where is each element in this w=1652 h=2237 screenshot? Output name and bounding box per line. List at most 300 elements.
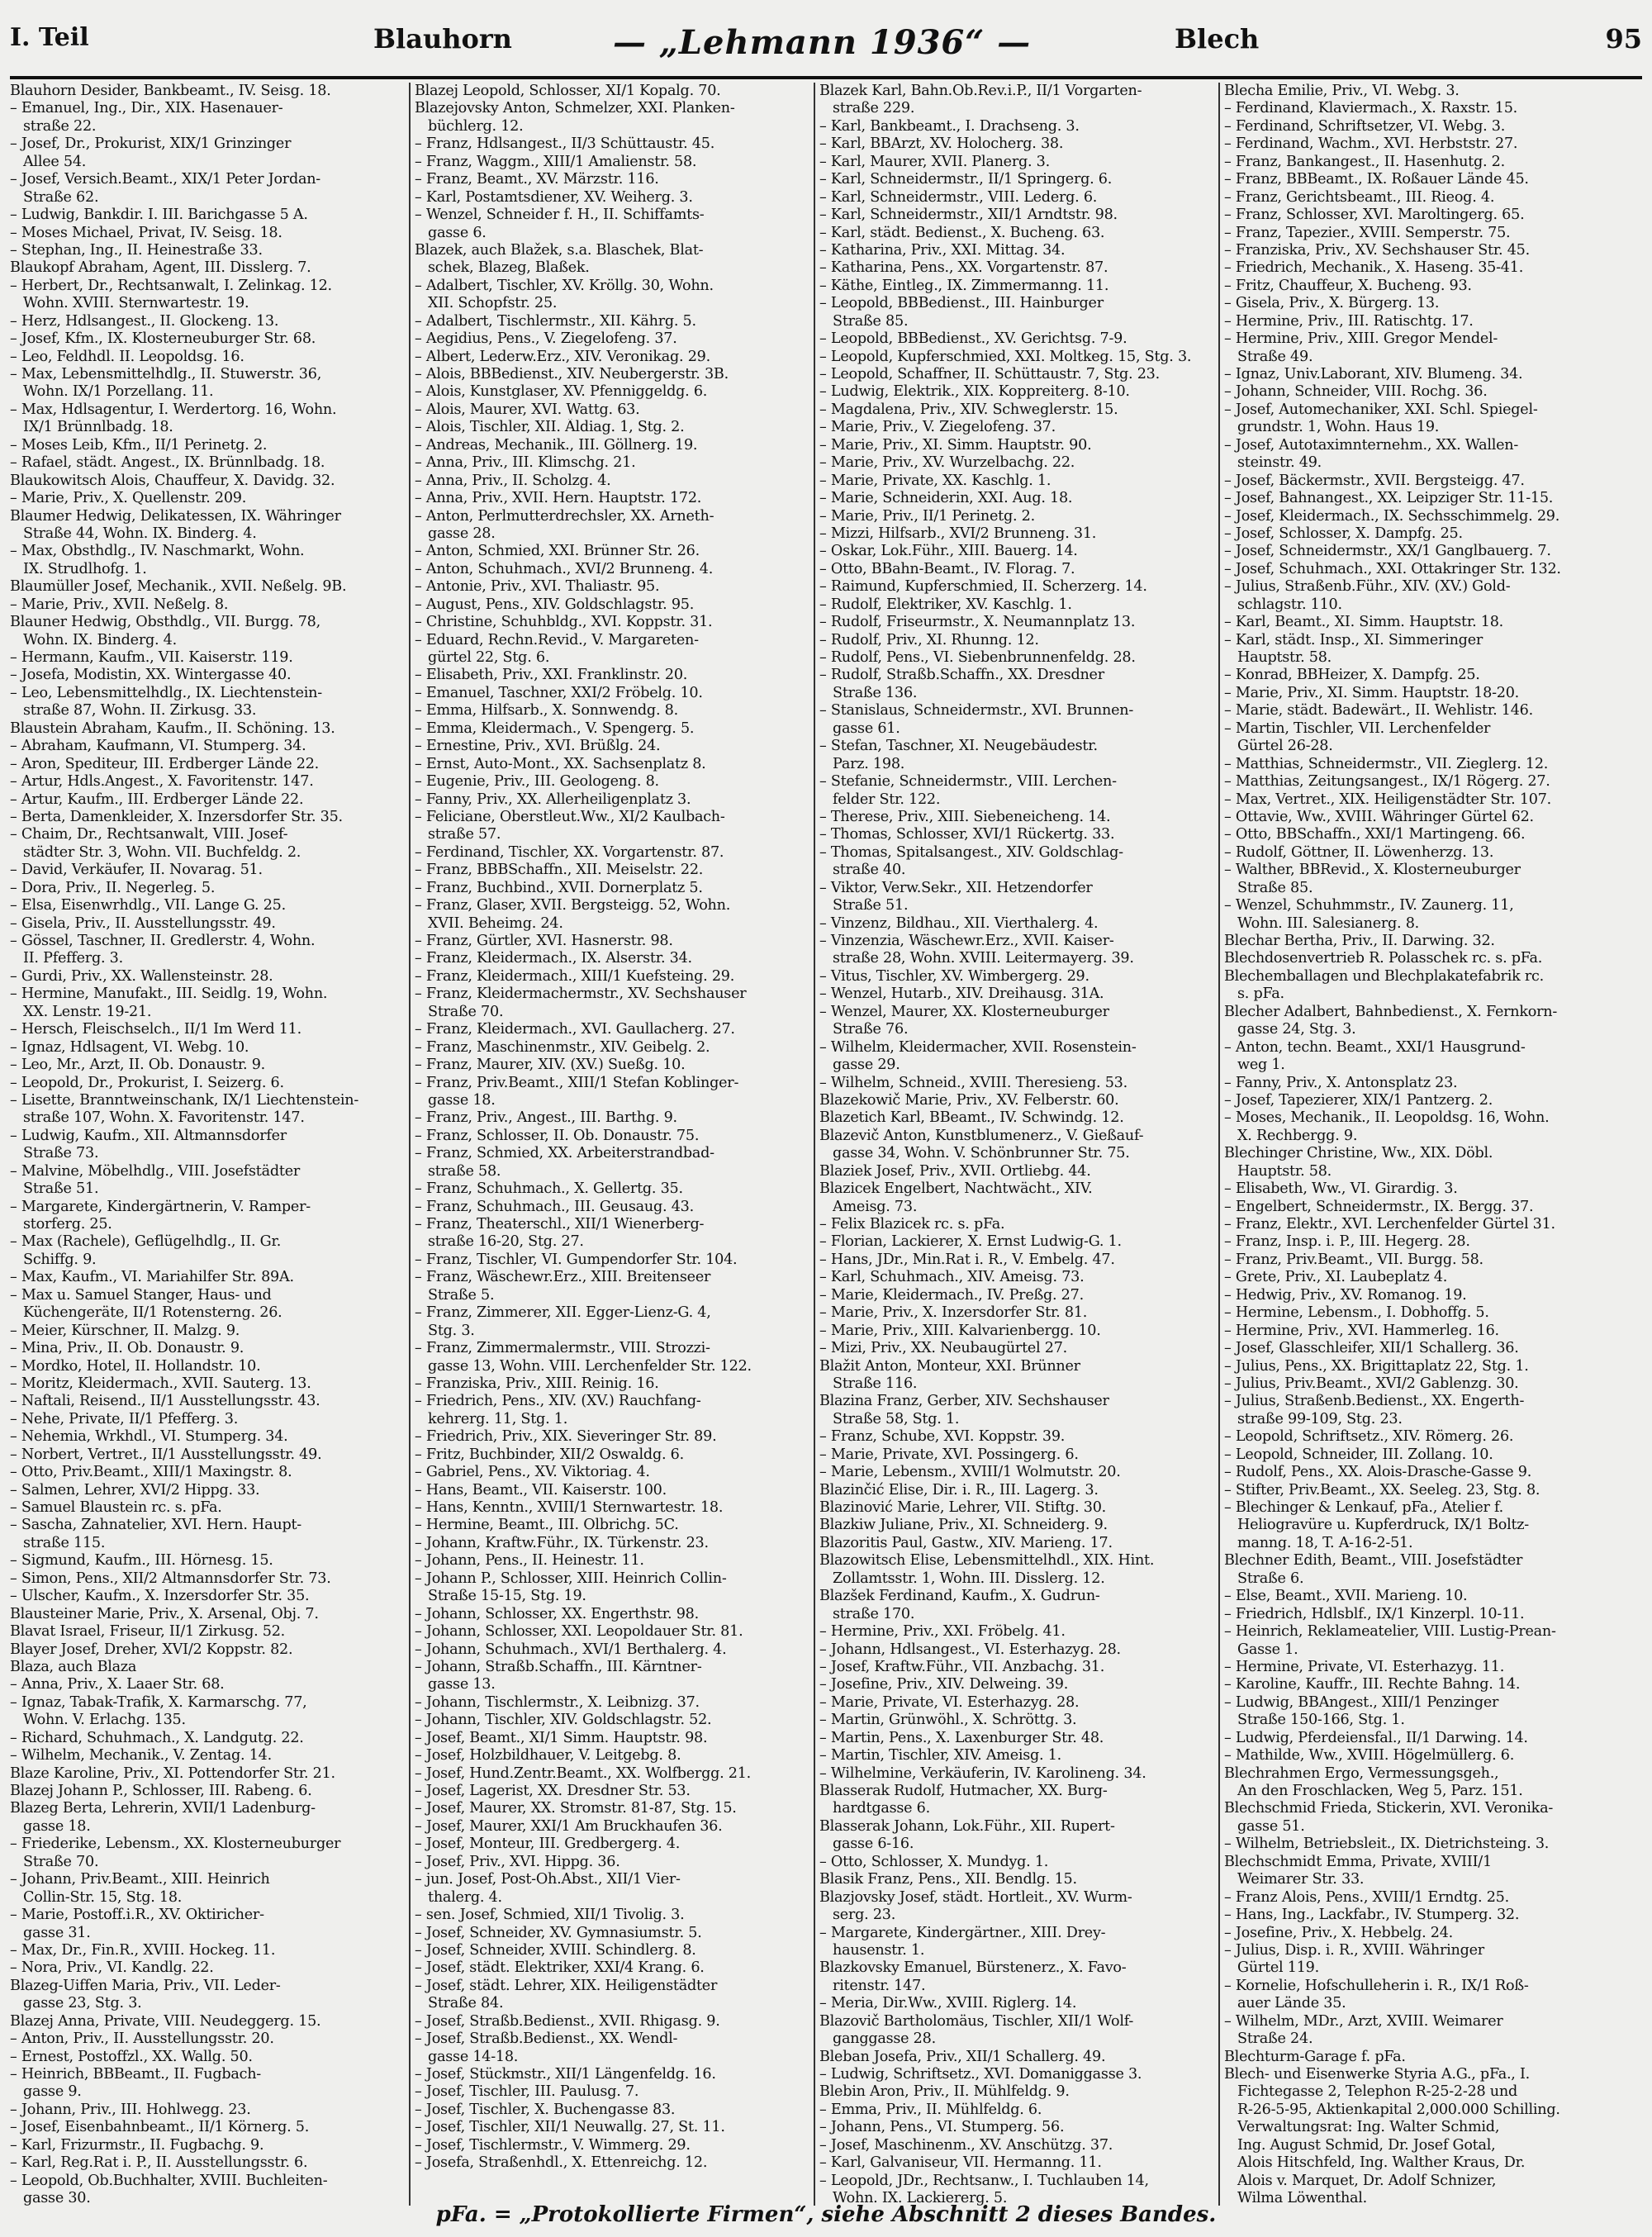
directory-line: – Friederike, Lebensm., XX. Klosterneuburger [10,1836,341,1853]
directory-line: – Hermine, Priv., III. Ratischtg. 17. [1224,312,1474,330]
directory-line: Blazejovsky Anton, Schmelzer, XXI. Planken- [415,100,735,117]
directory-line: Blazeg-Uiffen Maria, Priv., VII. Leder- [10,1977,281,1994]
directory-line: – Emanuel, Taschner, XXI/2 Fröbelg. 10. [415,684,703,701]
directory-line: – Josef, Dr., Prokurist, XIX/1 Grinzinger [10,135,292,153]
directory-line: gasse 6. [415,224,487,241]
directory-line: – Josef, Schneidermstr., XX/1 Ganglbauerg. 7. [1224,543,1551,560]
directory-line: Blausteiner Marie, Priv., X. Arsenal, Obj. 7. [10,1605,319,1622]
directory-line: – Johann, Priv.Beamt., XIII. Heinrich [10,1871,270,1888]
directory-line: – Max u. Samuel Stanger, Haus- und [10,1286,272,1304]
directory-line: – Alois, Maurer, XVI. Wattg. 63. [415,401,640,418]
directory-line: – Franziska, Priv., XV. Sechshauser Str. 45. [1224,241,1530,259]
directory-line: – Rudolf, Friseurmstr., X. Neumannplatz 13. [819,614,1136,631]
directory-line: Blauner Hedwig, Obsthdlg., VII. Burgg. 78, [10,614,320,631]
directory-line: – Walther, BBRevid., X. Klosterneuburger [1224,862,1521,879]
directory-line: straße 99-109, Stg. 23. [1224,1410,1403,1427]
directory-line: – sen. Josef, Schmied, XII/1 Tivolig. 3. [415,1907,685,1924]
directory-line: – Anna, Priv., II. Scholzg. 4. [415,472,611,489]
directory-line: – Stefanie, Schneidermstr., VIII. Lerchen- [819,773,1117,791]
directory-line: – Feliciane, Oberstleut.Ww., XI/2 Kaulbach- [415,808,725,825]
directory-line: steinstr. 49. [1224,454,1322,472]
directory-line: – Josef, Tapezierer, XIX/1 Pantzerg. 2. [1224,1091,1493,1109]
directory-line: IX. Strudlhofg. 1. [10,560,147,577]
directory-line: – Wilhelm, Schneid., XVIII. Theresieng. 53. [819,1074,1127,1091]
directory-line: Straße 136. [819,684,918,701]
directory-line: – Gabriel, Pens., XV. Viktoriag. 4. [415,1464,650,1481]
directory-line: – Ulscher, Kaufm., X. Inzersdorfer Str. 35. [10,1588,310,1605]
directory-line: Blechar Bertha, Priv., II. Darwing. 32. [1224,933,1495,949]
directory-line: – Marie, Private, XX. Kaschlg. 1. [819,472,1051,489]
directory-line: – Artur, Hdls.Angest., X. Favoritenstr. 147. [10,773,314,791]
directory-line: – Mordko, Hotel, II. Hollandstr. 10. [10,1357,261,1375]
directory-line: – Fritz, Chauffeur, X. Bucheng. 93. [1224,277,1472,294]
directory-line: – David, Verkäufer, II. Novarag. 51. [10,862,263,879]
directory-line: – Max, Hdlsagentur, I. Werdertorg. 16, Wohn. [10,401,337,418]
directory-line: Straße 62. [10,188,99,206]
directory-line: – Max, Kaufm., VI. Mariahilfer Str. 89A. [10,1269,294,1286]
directory-line: – Josef, Straßb.Bedienst., XVII. Rhigasg. 9. [415,2012,720,2030]
directory-line: – Johann, Priv., III. Hohlwegg. 23. [10,2101,251,2118]
directory-line: – Vinzenzia, Wäschewr.Erz., XVII. Kaiser- [819,933,1114,949]
directory-line: – Otto, BBahn-Beamt., IV. Florag. 7. [819,560,1075,577]
directory-line: Straße 49. [1224,348,1313,365]
directory-line: – Anton, Schmied, XXI. Brünner Str. 26. [415,543,700,560]
directory-line: – Hermine, Priv., XVI. Hammerleg. 16. [1224,1322,1499,1339]
directory-line: – Franz, BBBeamt., IX. Roßauer Lände 45. [1224,171,1529,188]
directory-line: Blasserak Johann, Lok.Führ., XII. Rupert- [819,1817,1115,1835]
directory-line: – Hermine, Manufakt., III. Seidlg. 19, Wohn. [10,986,328,1003]
directory-line: – Franz, Hdlsangest., II/3 Schüttaustr. 45. [415,135,715,153]
directory-line: – Franz, Schuhmach., III. Geusaug. 43. [415,1198,694,1215]
directory-line: – Leo, Mr., Arzt, II. Ob. Donaustr. 9. [10,1057,266,1074]
running-head-first-entry: Blauhorn [373,23,512,55]
directory-line: gasse 14-18. [415,2048,519,2065]
directory-line: – Josef, Versich.Beamt., XIX/1 Peter Jordan- [10,171,320,188]
directory-line: – Moses Leib, Kfm., II/1 Perinetg. 2. [10,436,268,454]
directory-line: XVII. Beheimg. 24. [415,914,563,932]
publication-title: — „Lehmann 1936“ — [613,23,1032,62]
directory-line: Blazevič Anton, Kunstblumenerz., V. Gießauf- [819,1127,1144,1144]
directory-line: – Anna, Priv., III. Klimschg. 21. [415,454,636,472]
directory-line: – Viktor, Verw.Sekr., XII. Hetzendorfer [819,879,1093,896]
directory-line: – Johann, Schuhmach., XVI/1 Berthalerg. 4. [415,1641,727,1658]
directory-line: Verwaltungsrat: Ing. Walter Schmid, [1224,2119,1500,2136]
directory-line: – Franz, Beamt., XV. Märzstr. 116. [415,171,659,188]
directory-line: – Moses Michael, Privat, IV. Seisg. 18. [10,224,282,241]
directory-line: – Mathilde, Ww., XVIII. Högelmüllerg. 6. [1224,1747,1515,1764]
directory-line: – Lisette, Branntweinschank, IX/1 Liechtenstein- [10,1091,359,1109]
directory-line: Wohn. V. Erlachg. 135. [10,1712,186,1729]
directory-line: weg 1. [1224,1057,1285,1074]
directory-line: – Karl, BBArzt, XV. Holocherg. 38. [819,135,1064,153]
directory-line: – Anton, Perlmutterdrechsler, XX. Arneth- [415,507,714,525]
directory-line: – Rafael, städt. Angest., IX. Brünnlbadg. 18. [10,454,325,472]
directory-line: – Fanny, Priv., XX. Allerheiligenplatz 3. [415,791,691,808]
directory-line: straße 107, Wohn. X. Favoritenstr. 147. [10,1109,305,1127]
directory-line: Blazeg Berta, Lehrerin, XVII/1 Ladenburg- [10,1800,316,1817]
directory-line: – Friedrich, Pens., XIV. (XV.) Rauchfang- [415,1393,701,1410]
directory-line: Blaza, auch Blaza [10,1658,137,1675]
directory-line: – Karl, Reg.Rat i. P., II. Ausstellungsstr. 6. [10,2154,308,2172]
directory-line: – Karl, Schneidermstr., XII/1 Arndtstr. 98. [819,207,1118,224]
directory-line: – Meier, Kürschner, II. Malzg. 9. [10,1322,240,1339]
directory-line: – Josef, Bäckermstr., XVII. Bergsteigg. 47. [1224,472,1525,489]
directory-line: – Artur, Kaufm., III. Erdberger Lände 22. [10,791,304,808]
directory-line: – Josef, Schlosser, X. Dampfg. 25. [1224,525,1463,542]
directory-line: – Gurdi, Priv., XX. Wallensteinstr. 28. [10,967,273,985]
directory-line: – Katharina, Pens., XX. Vorgartenstr. 87. [819,259,1108,277]
directory-line: – Anna, Priv., XVII. Hern. Hauptstr. 172. [415,490,702,507]
directory-line: – Franz, Insp. i. P., III. Hegerg. 28. [1224,1233,1470,1251]
directory-line: – Josef, Tischler, XII/1 Neuwallg. 27, St. 11. [415,2119,725,2136]
directory-line: – Karl, Galvaniseur, VII. Hermanng. 11. [819,2154,1102,2172]
directory-line: straße 87, Wohn. II. Zirkusg. 33. [10,702,257,720]
directory-line: – Karl, Frizurmstr., II. Fugbachg. 9. [10,2136,264,2154]
directory-line: – Josef, Holzbildhauer, V. Leitgebg. 8. [415,1747,681,1764]
directory-line: – Emma, Hilfsarb., X. Sonnwendg. 8. [415,702,678,720]
directory-line: – Vinzenz, Bildhau., XII. Vierthalerg. 4. [819,914,1099,932]
directory-line: – Josef, Schneider, XVIII. Schindlerg. 8. [415,1941,696,1959]
directory-line: – Josef, Kleidermach., IX. Sechsschimmelg. 29. [1224,507,1560,525]
directory-line: Straße 51. [819,897,909,914]
directory-line: – Franz, Wäschewr.Erz., XIII. Breitenseer [415,1269,711,1286]
directory-line: – Fritz, Buchbinder, XII/2 Oswaldg. 6. [415,1446,684,1463]
directory-line: – Adalbert, Tischlermstr., XII. Kährg. 5. [415,312,696,330]
directory-line: Weimarer Str. 33. [1224,1871,1365,1888]
directory-line: Schiffg. 9. [10,1251,97,1268]
directory-line: – Andreas, Mechanik., III. Göllnerg. 19. [415,436,698,454]
directory-line: – Nora, Priv., VI. Kandlg. 22. [10,1959,214,1977]
directory-line: II. Pfefferg. 3. [10,950,123,967]
directory-line: straße 170. [819,1605,915,1622]
directory-line: – Martin, Grünwöhl., X. Schröttg. 3. [819,1712,1077,1729]
directory-line: Blazina Franz, Gerber, XIV. Sechshauser [819,1393,1109,1410]
directory-line: – Blechinger & Lenkauf, pFa., Atelier f. [1224,1499,1503,1516]
directory-line: – Marie, Priv., X. Inzersdorfer Str. 81. [819,1304,1088,1322]
directory-line: – Elisabeth, Priv., XXI. Franklinstr. 20. [415,667,688,684]
directory-line: – Josef, Maschinenm., XV. Anschützg. 37. [819,2136,1113,2154]
directory-line: – Ernestine, Priv., XVI. Brüßlg. 24. [415,738,661,755]
directory-line: – Thomas, Schlosser, XVI/1 Rückertg. 33. [819,826,1115,843]
directory-line: – Ignaz, Tabak-Trafik, X. Karmarschg. 77, [10,1693,307,1711]
directory-line: – Else, Beamt., XVII. Marieng. 10. [1224,1588,1468,1605]
directory-line: – Johann, Schlosser, XX. Engerthstr. 98. [415,1605,699,1622]
directory-line: – Karl, Beamt., XI. Simm. Hauptstr. 18. [1224,614,1503,631]
directory-line: Blazej Johann P., Schlosser, III. Rabeng. 6. [10,1783,312,1799]
directory-line: – Franz, Waggm., XIII/1 Amalienstr. 58. [415,153,697,170]
directory-line: ritenstr. 147. [819,1977,926,1994]
directory-line: – Hans, JDr., Min.Rat i. R., V. Embelg. 47. [819,1251,1115,1268]
directory-line: – Franz, Priv.Beamt., VII. Burgg. 58. [1224,1251,1483,1268]
directory-line: – Herz, Hdlsangest., II. Glockeng. 13. [10,312,279,330]
directory-line: – Salmen, Lehrer, XVI/2 Hippg. 33. [10,1481,260,1498]
directory-line: – Hermine, Priv., XXI. Fröbelg. 41. [819,1623,1066,1641]
directory-line: – Emma, Kleidermach., V. Spengerg. 5. [415,720,695,737]
column-3 [819,83,1213,2206]
directory-line: – Adalbert, Tischler, XV. Kröllg. 30, Wohn. [415,277,714,294]
directory-line: – Josef, Eisenbahnbeamt., II/1 Körnerg. 5. [10,2119,310,2136]
directory-line: straße 40. [819,862,906,879]
directory-line: – Ernest, Postoffzl., XX. Wallg. 50. [10,2048,253,2065]
directory-line: – Hersch, Fleischselch., II/1 Im Werd 11. [10,1021,301,1038]
directory-line: – Ignaz, Hdlsagent, VI. Webg. 10. [10,1038,249,1056]
directory-line: – Antonie, Priv., XVI. Thaliastr. 95. [415,578,660,596]
directory-line: auer Lände 35. [1224,1995,1346,2012]
directory-line: – Wilhelmine, Verkäuferin, IV. Karolineng. 34. [819,1764,1146,1782]
directory-line: – Rudolf, Pens., XX. Alois-Drasche-Gasse 9. [1224,1464,1532,1481]
directory-line: – Franz, Bankangest., II. Hasenhutg. 2. [1224,153,1505,170]
directory-line: – Leopold, Kupferschmied, XXI. Moltkeg. 15, Stg. 3. [819,348,1192,365]
running-head-last-entry: Blech [1175,23,1260,55]
directory-line: – Marie, Priv., XIII. Kalvarienbergg. 10. [819,1322,1101,1339]
directory-line: Straße 44, Wohn. IX. Binderg. 4. [10,525,257,542]
directory-line: s. pFa. [1224,986,1284,1003]
directory-line: – Josef, städt. Lehrer, XIX. Heiligenstädter [415,1977,718,1994]
directory-line: Straße 76. [819,1021,909,1038]
directory-line: – Marie, Private, VI. Esterhazyg. 28. [819,1693,1080,1711]
directory-line: – Josef, Kfm., IX. Klosterneuburger Str. 68. [10,330,316,348]
directory-line: Blechschmid Frieda, Stickerin, XVI. Veronika- [1224,1800,1554,1817]
directory-line: – Franz, BBBSchaffn., XII. Meiselstr. 22. [415,862,704,879]
directory-line: manng. 18, T. A-16-2-51. [1224,1534,1413,1551]
directory-line: Straße 15-15, Stg. 19. [415,1588,586,1605]
directory-line: – Leopold, Schaffner, II. Schüttaustr. 7, Stg. 23. [819,366,1160,382]
directory-line: – Josefine, Priv., XIV. Delweing. 39. [819,1676,1069,1693]
directory-line: – Franz, Theaterschl., XII/1 Wienerberg- [415,1216,705,1232]
directory-line: – Anna, Priv., X. Laaer Str. 68. [10,1676,225,1693]
directory-line: – Johann, Pens., II. Heinestr. 11. [415,1552,644,1570]
directory-line: – Chaim, Dr., Rechtsanwalt, VIII. Josef- [10,826,288,843]
directory-line: – Margarete, Kindergärtner., XIII. Drey- [819,1924,1106,1941]
directory-line: – Franz, Zimmermalermstr., VIII. Strozzi- [415,1340,710,1357]
directory-line: Blazkovsky Emanuel, Bürstenerz., X. Favo- [819,1959,1127,1977]
directory-line: gasse 9. [10,2083,82,2101]
directory-line: – Josef, Hund.Zentr.Beamt., XX. Wolfbergg. 21. [415,1764,752,1782]
directory-line: Küchengeräte, II/1 Rotensterng. 26. [10,1304,282,1322]
directory-line: – Josef, Monteur, III. Gredbergerg. 4. [415,1836,681,1853]
directory-line: – Leopold, Dr., Prokurist, I. Seizerg. 6. [10,1074,284,1091]
directory-line: – Johann, Schneider, VIII. Rochg. 36. [1224,383,1488,401]
directory-line: – Johann, Pens., VI. Stumperg. 56. [819,2119,1065,2136]
directory-line: Gasse 1. [1224,1641,1298,1658]
directory-line: – Josef, Bahnangest., XX. Leipziger Str. 11-15. [1224,490,1554,507]
directory-line: hausenstr. 1. [819,1941,925,1959]
directory-line: Wilma Löwenthal. [1224,2190,1368,2206]
directory-line: Blazoritis Paul, Gastw., XIV. Marieng. 17. [819,1534,1113,1551]
directory-line: – Anton, Priv., II. Ausstellungsstr. 20. [10,2030,274,2048]
directory-line: gasse 13, Wohn. VIII. Lerchenfelder Str. 122. [415,1357,752,1375]
directory-line: – Karl, Schuhmach., XIV. Ameisg. 73. [819,1269,1085,1286]
directory-line: – Johann, Hdlsangest., VI. Esterhazyg. 28. [819,1641,1121,1658]
directory-line: – Otto, Schlosser, X. Mundyg. 1. [819,1853,1049,1870]
directory-line: – Gisela, Priv., II. Ausstellungsstr. 49. [10,914,276,932]
directory-line: Heliogravüre u. Kupferdruck, IX/1 Boltz- [1224,1517,1530,1534]
directory-line: Blazovič Bartholomäus, Tischler, XII/1 Wolf- [819,2012,1134,2030]
directory-line: Straße 84. [415,1995,504,2012]
directory-line: – Johann, Straßb.Schaffn., III. Kärntner- [415,1658,702,1675]
directory-line: Straße 70. [10,1853,99,1870]
directory-line: Blaziek Josef, Priv., XVII. Ortliebg. 44. [819,1162,1091,1180]
directory-line: – Franz, Kleidermach., XVI. Gaullacherg. 27. [415,1021,735,1038]
directory-line: – Therese, Priv., XIII. Siebeneicheng. 14. [819,808,1111,825]
directory-line: Straße 70. [415,1003,504,1020]
directory-line: Blecha Emilie, Priv., VI. Webg. 3. [1224,83,1460,99]
directory-line: Blecher Adalbert, Bahnbedienst., X. Fernkorn- [1224,1003,1558,1020]
directory-line: – Martin, Tischler, XIV. Ameisg. 1. [819,1747,1062,1764]
directory-line: Parz. 198. [819,755,905,772]
directory-line: – Hermine, Private, VI. Esterhazyg. 11. [1224,1658,1505,1675]
directory-line: – Ludwig, Kaufm., XII. Altmannsdorfer [10,1127,287,1144]
directory-line: Blasik Franz, Pens., XII. Bendlg. 15. [819,1871,1077,1888]
directory-line: – Wilhelm, Betriebsleit., IX. Dietrichsteing. 3. [1224,1836,1550,1853]
directory-line: – Franz Alois, Pens., XVIII/1 Erndtg. 25. [1224,1888,1509,1906]
column-divider [814,83,815,2206]
directory-line: – Josef, Priv., XVI. Hippg. 36. [415,1853,620,1870]
directory-line: – Ludwig, Pferdeiensfal., II/1 Darwing. 14. [1224,1729,1528,1746]
directory-line: gasse 6-16. [819,1836,914,1853]
directory-line: büchlerg. 12. [415,117,524,135]
directory-line: – Christine, Schuhbldg., XVI. Koppstr. 31. [415,614,713,631]
directory-line: straße 16-20, Stg. 27. [415,1233,584,1251]
directory-line: – Fanny, Priv., X. Antonsplatz 23. [1224,1074,1458,1091]
directory-line: – Mina, Priv., II. Ob. Donaustr. 9. [10,1340,244,1357]
directory-line: Blazetich Karl, BBeamt., IV. Schwindg. 12. [819,1109,1124,1127]
directory-line: Blazinović Marie, Lehrer, VII. Stiftg. 30. [819,1499,1106,1516]
directory-line: – Max, Dr., Fin.R., XVIII. Hockeg. 11. [10,1941,276,1959]
directory-line: – Ignaz, Univ.Laborant, XIV. Blumeng. 34. [1224,366,1523,382]
directory-line: – Marie, Private, XVI. Possingerg. 6. [819,1446,1079,1463]
directory-line: – Nehe, Private, II/1 Pfefferg. 3. [10,1410,239,1427]
directory-line: grundstr. 1, Wohn. Haus 19. [1224,419,1440,436]
directory-line: – Josef, Automechaniker, XXI. Schl. Spiegel- [1224,401,1538,418]
column-divider [1218,83,1220,2206]
directory-line: – Marie, Postoff.i.R., XV. Oktiricher- [10,1907,264,1924]
directory-line: Ing. August Schmid, Dr. Josef Gotal, [1224,2136,1496,2154]
directory-line: XII. Schopfstr. 25. [415,295,558,312]
directory-line: – Josefine, Priv., X. Hebbelg. 24. [1224,1924,1454,1941]
directory-line: Stg. 3. [415,1322,475,1339]
directory-line: – Nehemia, Wrkhdl., VI. Stumperg. 34. [10,1428,288,1446]
directory-line: – Karl, Schneidermstr., II/1 Springerg. 6. [819,171,1113,188]
directory-line: Blazšek Ferdinand, Kaufm., X. Gudrun- [819,1588,1100,1605]
directory-line: Blechrahmen Ergo, Vermessungsgeh., [1224,1764,1499,1782]
directory-line: XX. Lenstr. 19-21. [10,1003,152,1020]
directory-line: – Franz, Maschinenmstr., XIV. Geibelg. 2. [415,1038,710,1056]
directory-line: Wohn. XVIII. Sternwartestr. 19. [10,295,249,312]
directory-line: – Alois, BBBedienst., XIV. Neubergerstr. 3B. [415,366,729,382]
directory-line: gasse 18. [10,1817,91,1835]
directory-line: – Leopold, BBBedienst., XV. Gerichtsg. 7-9. [819,330,1127,348]
directory-line: – Franz, Schlosser, XVI. Maroltingerg. 65. [1224,207,1525,224]
directory-line: gasse 34, Wohn. V. Schönbrunner Str. 75. [819,1145,1130,1162]
directory-line: Blazek, auch Blažek, s.a. Blaschek, Blat- [415,241,704,259]
directory-line: gasse 30. [10,2190,91,2206]
directory-line: Blayer Josef, Dreher, XVI/2 Koppstr. 82. [10,1641,293,1658]
directory-line: – Gössel, Taschner, II. Gredlerstr. 4, Wohn. [10,933,316,949]
directory-line: Blechner Edith, Beamt., VIII. Josefstädter [1224,1552,1523,1570]
directory-line: – Ludwig, Schriftsetz., XVI. Domaniggasse 3. [819,2066,1142,2083]
directory-line: – Hans, Beamt., VII. Kaiserstr. 100. [415,1481,667,1498]
directory-line: – Rudolf, Göttner, II. Löwenherzg. 13. [1224,843,1494,861]
directory-line: – Mizzi, Hilfsarb., XVI/2 Brunneng. 31. [819,525,1097,542]
directory-line: – Martin, Tischler, VII. Lerchenfelder [1224,720,1491,737]
directory-line: – Friedrich, Priv., XIX. Sieveringer Str. 89. [415,1428,717,1446]
directory-line: gasse 18. [415,1091,496,1109]
directory-line: Blavat Israel, Friseur, II/1 Zirkusg. 52. [10,1623,285,1641]
directory-line: – Marie, Schneiderin, XXI. Aug. 18. [819,490,1073,507]
directory-line: – Marie, Lebensm., XVIII/1 Wolmutstr. 20. [819,1464,1121,1481]
directory-line: – Franz, Gerichtsbeamt., III. Rieog. 4. [1224,188,1495,206]
directory-line: – Franz, Schuhmach., X. Gellertg. 35. [415,1180,683,1198]
directory-line: – Wenzel, Schuhmmstr., IV. Zaunerg. 11, [1224,897,1514,914]
directory-line: Straße 6. [1224,1570,1304,1587]
directory-line: – Abraham, Kaufmann, VI. Stumperg. 34. [10,738,306,755]
directory-line: – Emanuel, Ing., Dir., XIX. Hasenauer- [10,100,283,117]
directory-line: Blaumer Hedwig, Delikatessen, IX. Währinger [10,507,341,525]
footer-note: pFa. = „Protokollierte Firmen“, siehe Abschnitt 2 dieses Bandes. [435,2202,1217,2227]
directory-line: – Matthias, Schneidermstr., VII. Zieglerg. 12. [1224,755,1549,772]
directory-line: – Hans, Kenntn., XVIII/1 Sternwartestr. 18. [415,1499,724,1516]
directory-line: Blechturm-Garage f. pFa. [1224,2048,1406,2065]
directory-line: – Ernst, Auto-Mont., XX. Sachsenplatz 8. [415,755,706,772]
directory-line: – Gisela, Priv., X. Bürgerg. 13. [1224,295,1440,312]
directory-line: – Josefa, Modistin, XX. Wintergasse 40. [10,667,292,684]
directory-line: – Johann P., Schlosser, XIII. Heinrich Collin- [415,1570,727,1587]
directory-line: – Heinrich, Reklameatelier, VIII. Lustig-Prean- [1224,1623,1556,1641]
directory-line: – Karl, Maurer, XVII. Planerg. 3. [819,153,1050,170]
directory-line: – Emma, Priv., II. Mühlfeldg. 6. [819,2101,1042,2118]
directory-line: – Franz, Glaser, XVII. Bergsteigg. 52, Wohn. [415,897,731,914]
directory-line: Blechemballagen und Blechplakatefabrik rc. [1224,967,1544,985]
directory-line: – Franz, Schmied, XX. Arbeiterstrandbad- [415,1145,714,1162]
directory-line: – Naftali, Reisend., II/1 Ausstellungsstr. 43. [10,1393,320,1410]
directory-line: – Leopold, Schneider, III. Zollang. 10. [1224,1446,1493,1463]
directory-line: Blechdosenvertrieb R. Polasschek rc. s. pFa. [1224,950,1543,967]
directory-line: – Dora, Priv., II. Negerleg. 5. [10,879,216,896]
directory-line: – Florian, Lackierer, X. Ernst Ludwig-G. 1. [819,1233,1122,1251]
directory-line: – Leopold, Schriftsetz., XIV. Römerg. 26. [1224,1428,1514,1446]
directory-line: Straße 150-166, Stg. 1. [1224,1712,1405,1729]
directory-line: – Josef, Schuhmach., XXI. Ottakringer Str. 132. [1224,560,1561,577]
directory-line: – Hermine, Priv., XIII. Gregor Mendel- [1224,330,1498,348]
directory-line: – Elisabeth, Ww., VI. Girardig. 3. [1224,1180,1458,1198]
directory-line: – Vitus, Tischler, XV. Wimbergerg. 29. [819,967,1089,985]
directory-line: – Anton, Schuhmach., XVI/2 Brunneng. 4. [415,560,714,577]
directory-line: – Käthe, Eintleg., IX. Zimmermanng. 11. [819,277,1109,294]
directory-line: Straße 116. [819,1375,918,1392]
directory-line: – Alois, Kunstglaser, XV. Pfenniggeldg. 6. [415,383,708,401]
directory-line: Alois v. Marquet, Dr. Adolf Schnizer, [1224,2172,1497,2189]
directory-line: Blaukowitsch Alois, Chauffeur, X. Davidg. 32. [10,472,335,489]
directory-line: – Josef, Straßb.Bedienst., XX. Wendl- [415,2030,678,2048]
directory-line: Wohn. IX/1 Porzellang. 11. [10,383,214,401]
directory-line: Wohn. IX. Binderg. 4. [10,631,177,648]
directory-line: gasse 13. [415,1676,496,1693]
directory-line: – Samuel Blaustein rc. s. pFa. [10,1499,222,1516]
directory-line: – Hermine, Beamt., III. Olbrichg. 5C. [415,1517,679,1534]
directory-line: – Otto, BBSchaffn., XXI/1 Martingeng. 66. [1224,826,1526,843]
directory-line: – Norbert, Vertret., II/1 Ausstellungsstr. 49. [10,1446,322,1463]
directory-line: Blech- und Eisenwerke Styria A.G., pFa., I. [1224,2066,1531,2083]
directory-line: – Josef, städt. Elektriker, XXI/4 Krang. 6. [415,1959,705,1977]
directory-line: Allee 54. [10,153,87,170]
directory-line: – Katharina, Priv., XXI. Mittag. 34. [819,241,1066,259]
part-label: I. Teil [10,23,89,52]
directory-line: – Hans, Ing., Lackfabr., IV. Stumperg. 32. [1224,1907,1520,1924]
directory-line: Blažit Anton, Monteur, XXI. Brünner [819,1357,1080,1375]
directory-line: Hauptstr. 58. [1224,1162,1332,1180]
directory-line: – Franz, Tapezier., XVIII. Semperstr. 75. [1224,224,1511,241]
